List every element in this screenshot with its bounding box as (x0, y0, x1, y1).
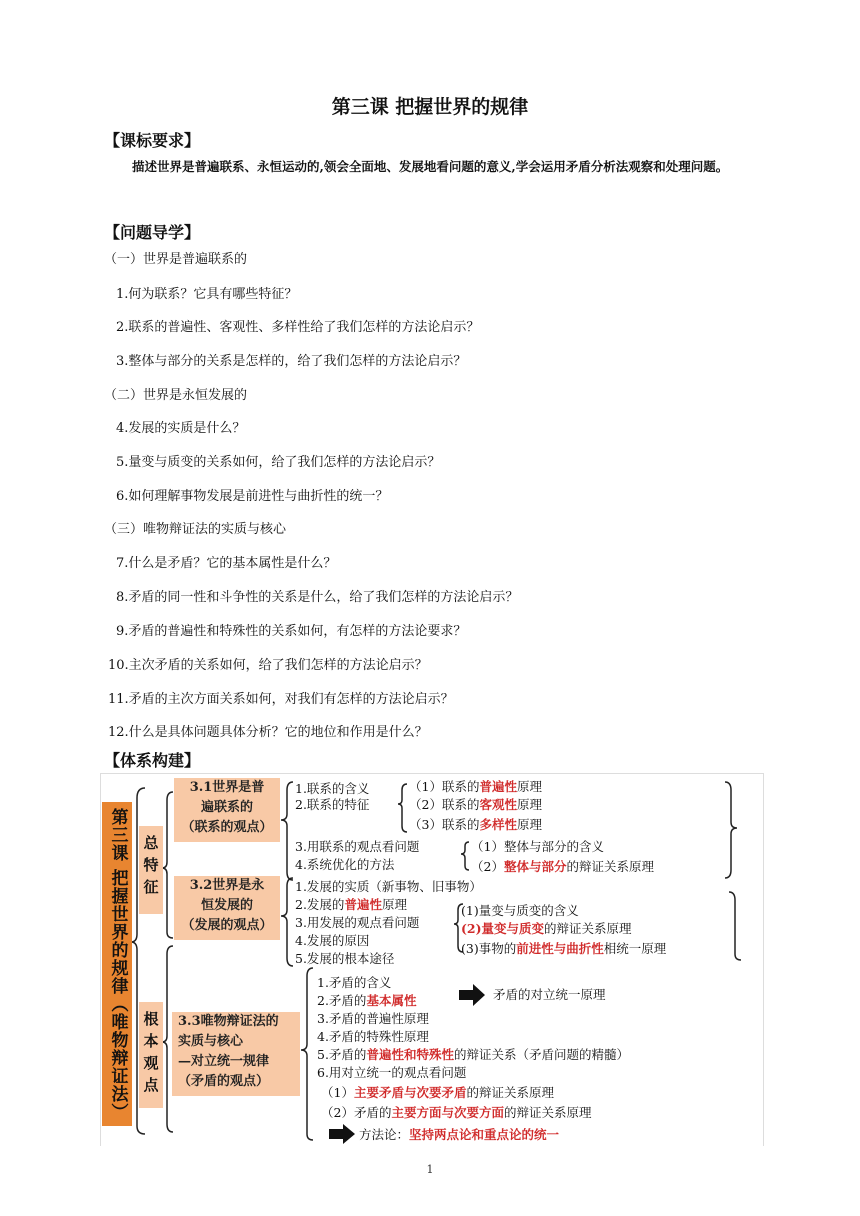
box-3-1-line: 遍联系的 (200, 800, 253, 815)
unity-opposites-principle: 矛盾的对立统一原理 (493, 987, 606, 1002)
link-features: 2.联系的特征 (295, 797, 370, 812)
arrow-right-icon (329, 1124, 355, 1144)
question-10: 10.主次矛盾的关系如何，给了我们怎样的方法论启示？ (108, 658, 428, 673)
system-optimization: 4.系统优化的方法 (295, 857, 395, 872)
standard-heading: 【课标要求】 (104, 131, 201, 150)
box-3-3-line: —对立统一规律 (178, 1054, 270, 1069)
system-heading: 【体系构建】 (104, 751, 201, 770)
section-1: （一）世界是普遍联系的 (104, 252, 248, 267)
box-3-1-line: （联系的观点） (181, 820, 273, 835)
universal-particular-relation: 5.矛盾的普遍性和特殊性的辩证关系（矛盾问题的精髓） (317, 1047, 629, 1062)
standard-text: 描述世界是普遍联系、永恒运动的,领会全面地、发展地看问题的意义,学会运用矛盾分析法观察和处理问题。 (132, 159, 729, 174)
box-3-2-line: 恒发展的 (200, 898, 253, 913)
question-12: 12.什么是具体问题具体分析？它的地位和作用是什么？ (108, 725, 428, 740)
link-meaning: 1.联系的含义 (295, 781, 370, 796)
box-3-2 (174, 876, 280, 940)
section-3: （三）唯物辩证法的实质与核心 (104, 522, 287, 537)
dev-view: 3.用发展的观点看问题 (295, 915, 420, 930)
group-label-fundamental: 根本观点 (139, 1002, 163, 1108)
question-6: 6.如何理解事物发展是前进性与曲折性的统一？ (116, 489, 389, 504)
page-number: 1 (426, 1163, 434, 1176)
progress-twist: (3)事物的前进性与曲折性相统一原理 (461, 941, 667, 956)
question-4: 4.发展的实质是什么？ (116, 421, 246, 436)
quant-qual-meaning: (1)量变与质变的含义 (461, 903, 579, 918)
question-2: 2.联系的普遍性、客观性、多样性给了我们怎样的方法论启示？ (116, 320, 480, 335)
dev-cause: 4.发展的原因 (295, 933, 370, 948)
page-title: 第三课 把握世界的规律 (331, 96, 529, 118)
box-3-3-line: 3.3唯物辩证法的 (178, 1014, 279, 1029)
question-5: 5.量变与质变的关系如何，给了我们怎样的方法论启示？ (116, 455, 441, 470)
diagram-vertical-title: 第三课 把握世界的规律（唯物辩证法） (102, 802, 132, 1126)
question-9: 9.矛盾的普遍性和特殊性的关系如何，有怎样的方法论要求？ (116, 624, 467, 639)
arrow-right-icon (459, 984, 485, 1006)
question-8: 8.矛盾的同一性和斗争性的关系是什么，给了我们怎样的方法论启示？ (116, 590, 519, 605)
box-3-1-line: 3.1世界是普 (189, 780, 265, 795)
question-7: 7.什么是矛盾？它的基本属性是什么？ (116, 556, 337, 571)
contradiction-attribute: 2.矛盾的基本属性 (317, 993, 417, 1008)
contradiction-particular: 4.矛盾的特殊性原理 (317, 1029, 429, 1044)
box-3-1 (174, 778, 280, 842)
concept-diagram (100, 773, 764, 1146)
dev-path: 5.发展的根本途径 (295, 951, 395, 966)
link-diverse: （3）联系的多样性原理 (409, 817, 542, 832)
main-secondary-aspect: （2）矛盾的主要方面与次要方面的辩证关系原理 (321, 1105, 592, 1120)
box-3-3 (172, 1012, 300, 1096)
contradiction-universal: 3.矛盾的普遍性原理 (317, 1011, 429, 1026)
dev-universal: 2.发展的普遍性原理 (295, 897, 407, 912)
methodology: 方法论：坚持两点论和重点论的统一 (359, 1127, 560, 1142)
box-3-2-line: （发展的观点） (181, 918, 273, 933)
contradiction-meaning: 1.矛盾的含义 (317, 975, 392, 990)
quant-qual-relation: (2)量变与质变的辩证关系原理 (461, 921, 632, 936)
link-view-problems: 3.用联系的观点看问题 (295, 839, 420, 854)
dev-essence: 1.发展的实质（新事物、旧事物） (295, 879, 482, 894)
question-1: 1.何为联系？它具有哪些特征？ (116, 287, 298, 302)
whole-part-relation: （2）整体与部分的辩证关系原理 (471, 859, 654, 874)
group-label-overall: 总特征 (139, 826, 163, 914)
box-3-3-line: （矛盾的观点） (178, 1074, 270, 1089)
section-2: （二）世界是永恒发展的 (104, 388, 248, 403)
whole-part-meaning: （1）整体与部分的含义 (471, 839, 604, 854)
question-3: 3.整体与部分的关系是怎样的，给了我们怎样的方法论启示？ (116, 354, 467, 369)
link-objective: （2）联系的客观性原理 (409, 797, 542, 812)
box-3-2-line: 3.2世界是永 (189, 878, 265, 893)
main-secondary-contradiction: （1）主要矛盾与次要矛盾的辩证关系原理 (321, 1085, 554, 1100)
question-11: 11.矛盾的主次方面关系如何，对我们有怎样的方法论启示？ (108, 692, 454, 707)
link-universal: （1）联系的普遍性原理 (409, 779, 542, 794)
box-3-3-line: 实质与核心 (178, 1034, 244, 1049)
guide-heading: 【问题导学】 (104, 223, 201, 242)
unity-view: 6.用对立统一的观点看问题 (317, 1065, 467, 1080)
